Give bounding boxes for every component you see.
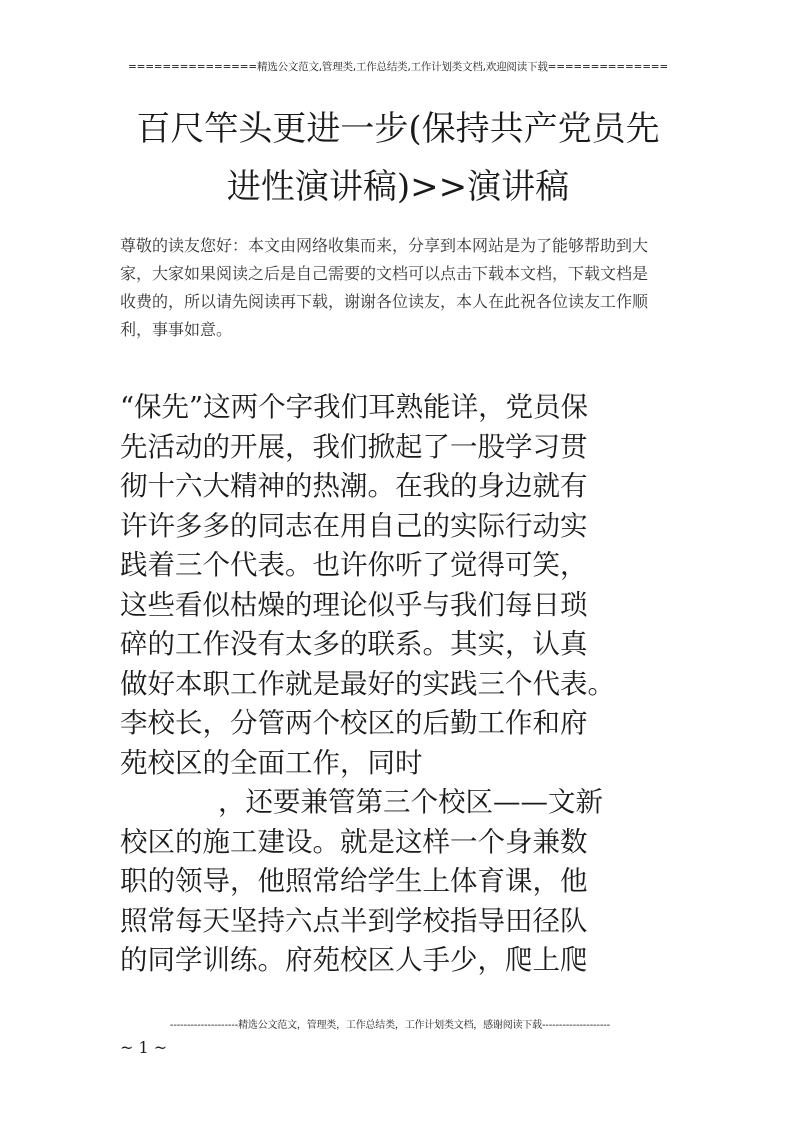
notice-line: 收费的，所以请先阅读再下载，谢谢各位读友，本人在此祝各位读友工作顺 [120, 292, 649, 311]
body-line: 先活动的开展，我们掀起了一股学习贯 [120, 430, 588, 463]
body-line: 的同学训练。府苑校区人手少，爬上爬 [120, 944, 588, 976]
body-line: ，还要兼管第三个校区——文新 [218, 786, 603, 818]
title-line: 进性演讲稿)>>演讲稿 [226, 167, 570, 207]
body-line: 照常每天坚持六点半到学校指导田径队 [120, 904, 588, 937]
body-line: 职的领导，他照常给学生上体育课，他 [120, 865, 588, 897]
body-line: 做好本职工作就是最好的实践三个代表。 [120, 667, 615, 700]
notice-line: 尊敬的读友您好：本文由网络收集而来，分享到本网站是为了能够帮助到大 [120, 236, 649, 255]
title-line: 百尺竿头更进一步(保持共产党员先 [136, 109, 660, 149]
header-banner: ===============精选公文范文,管理类,工作总结类,工作计划类文档,欢迎阅读下载============== [128, 61, 668, 73]
body-line: 许许多多的同志在用自己的实际行动实 [120, 509, 588, 542]
page-number: ~ 1 ~ [120, 1038, 168, 1057]
notice-line: 利，事事如意。 [120, 320, 233, 339]
body-line: 校区的施工建设。就是这样一个身兼数 [120, 825, 588, 858]
body-line: “保先”这两个字我们耳熟能详，党员保 [120, 391, 589, 423]
body-line: 苑校区的全面工作，同时 [120, 746, 423, 779]
speech-body [120, 388, 690, 981]
footer-banner: --------------------精选公文范文，管理类，工作总结类，工作计划类文档，感谢阅读下载-------------------- [169, 1020, 611, 1031]
body-line: 践着三个代表。也许你听了觉得可笑， [120, 549, 588, 581]
document-title [120, 100, 676, 216]
body-line: 李校长，分管两个校区的后勤工作和府 [120, 707, 588, 739]
notice-line: 家，大家如果阅读之后是自己需要的文档可以点击下载本文档，下载文档是 [120, 264, 649, 283]
body-line: 这些看似枯燥的理论似乎与我们每日琐 [120, 588, 588, 621]
body-line: 碎的工作没有太多的联系。其实，认真 [120, 628, 588, 660]
body-line: 彻十六大精神的热潮。在我的身边就有 [120, 470, 588, 502]
reader-notice [120, 232, 676, 344]
